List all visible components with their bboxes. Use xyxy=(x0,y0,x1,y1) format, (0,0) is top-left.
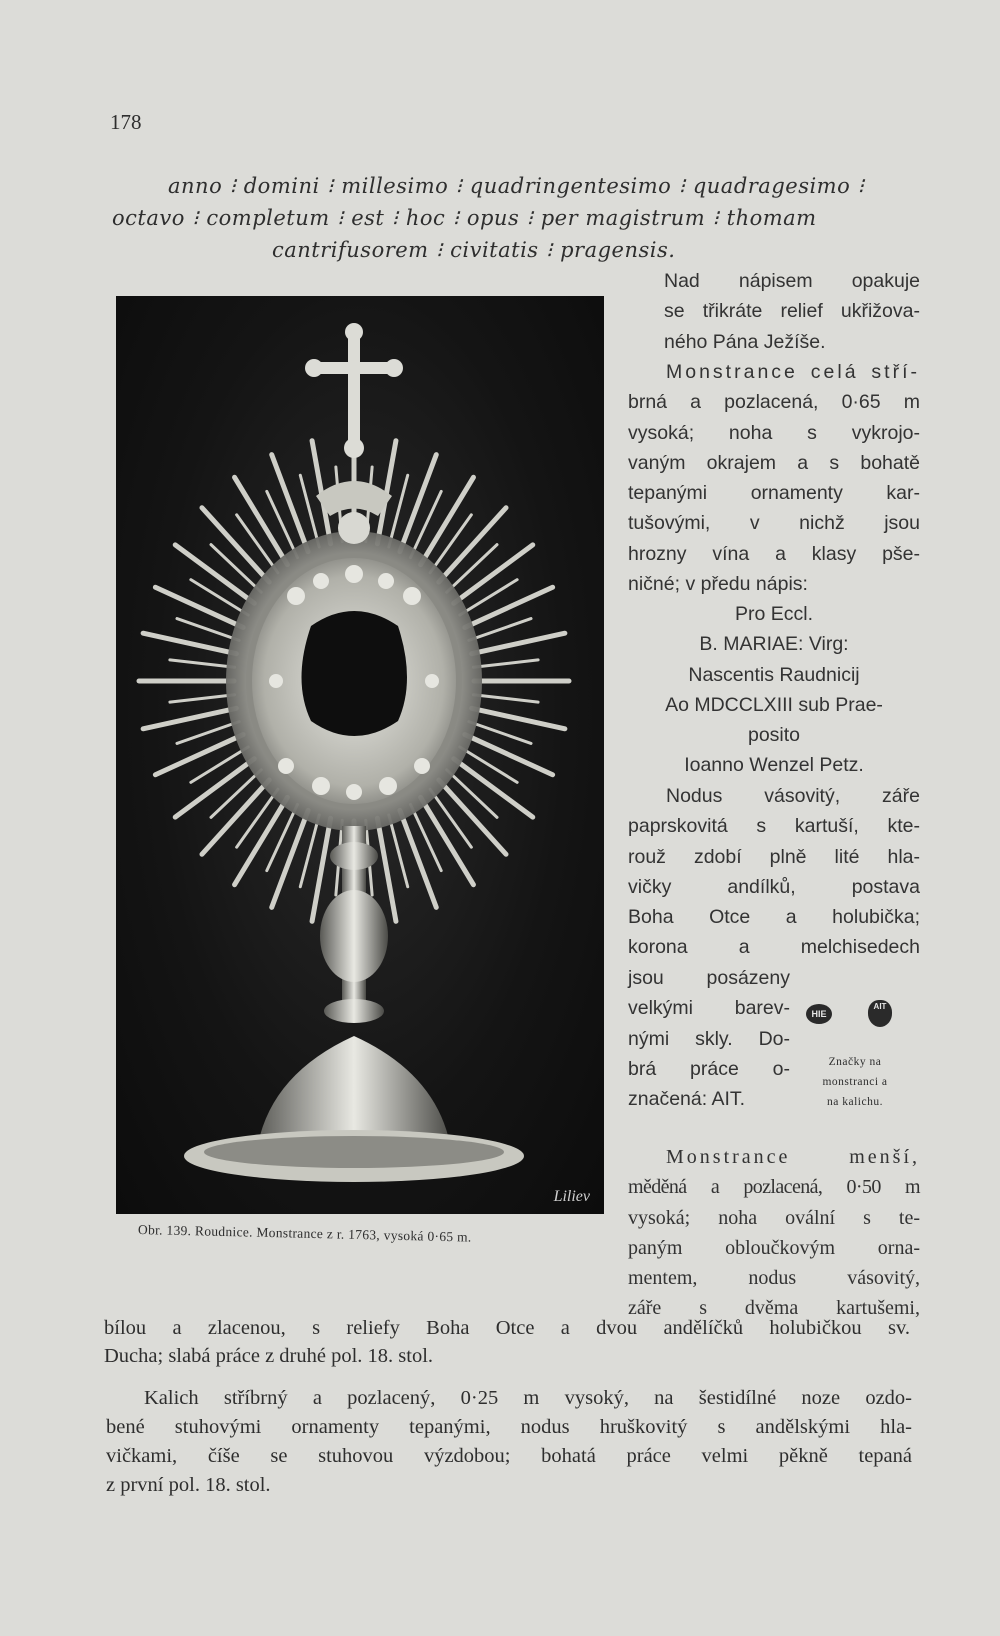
text-line: jsou posázeny xyxy=(628,967,790,989)
inscription-line-3: cantrifusorem ⁝ civitatis ⁝ pragensis. xyxy=(272,238,676,262)
ray xyxy=(272,810,308,907)
text-line: měděná a pozlacená, 0·50 m xyxy=(628,1176,920,1199)
text-line: Monstrance celá stří- xyxy=(666,361,920,383)
monstrance-inscription xyxy=(628,599,920,781)
page-number: 178 xyxy=(110,110,142,134)
caption-line: monstranci a xyxy=(822,1076,888,1088)
paragraph-relief xyxy=(664,266,920,357)
figure-caption: Obr. 139. Roudnice. Monstrance z r. 1763, vysoká 0·65 m. xyxy=(137,1222,472,1245)
text-line: tušovými, v nichž jsou xyxy=(628,512,920,535)
caption-line: Značky na xyxy=(828,1056,882,1068)
text-line: Monstrance menší, xyxy=(666,1146,920,1168)
ray xyxy=(411,491,442,557)
lunula-window xyxy=(302,611,408,736)
inscription-line-1: anno ⁝ domini ⁝ millesimo ⁝ quadringentesimo ⁝ quadragesimo ⁝ xyxy=(168,174,865,198)
text-line: brná a pozlacená, 0·65 m xyxy=(628,391,920,414)
ray xyxy=(465,735,553,775)
marks-caption xyxy=(803,1052,907,1112)
ray xyxy=(400,810,436,907)
text-line: vičky andílků, postava xyxy=(628,875,920,898)
text-line: Ducha; slabá práce z druhé pol. 18. stol. xyxy=(104,1345,434,1367)
ray xyxy=(472,708,565,728)
mark-ait-icon: AIT xyxy=(868,1000,892,1027)
text-line: paným obloučkovým orna- xyxy=(628,1236,920,1259)
ray xyxy=(237,789,278,847)
text-line: posito xyxy=(747,724,801,747)
text-line: Ao MDCCLXIII sub Prae- xyxy=(665,693,883,716)
monstrance-stem xyxy=(320,826,388,1023)
cross-icon xyxy=(305,323,403,458)
paragraph-chalice xyxy=(106,1384,912,1500)
text-line: rouž zdobí plně lité hla- xyxy=(628,845,920,868)
paragraph-monstrance-1 xyxy=(628,357,920,599)
text-line: B. MARIAE: Virg: xyxy=(699,633,849,656)
ray xyxy=(430,789,471,847)
monstrance-photograph xyxy=(116,296,604,1214)
ray xyxy=(170,695,235,702)
text-line: paprskovitá s kartuší, kte- xyxy=(628,815,920,838)
ray xyxy=(473,695,538,702)
text-line: Nad nápisem opakuje xyxy=(664,270,920,292)
text-line: značená: AIT. xyxy=(628,1088,746,1111)
ray xyxy=(155,735,243,775)
text-line: vaným okrajem a s bohatě xyxy=(628,451,920,474)
ray xyxy=(267,491,298,557)
text-line: vičkami, číše se stuhovou výzdobou; bohatá práce velmi pěkně tepaná xyxy=(106,1445,912,1467)
paragraph-nodus-narrow xyxy=(628,963,790,1114)
ray xyxy=(411,804,442,870)
text-line: Pro Eccl. xyxy=(734,603,814,625)
text-line: bílou a zlacenou, s reliefy Boha Otce a dvou andělíčků holubičkou sv. xyxy=(104,1317,910,1339)
text-line: ničné; v předu nápis: xyxy=(628,573,808,596)
ray xyxy=(400,455,436,552)
ray xyxy=(465,587,553,627)
text-line: Nascentis Raudnicij xyxy=(688,663,860,686)
text-line: nými skly. Do- xyxy=(628,1027,790,1050)
text-line: ného Pána Ježíše. xyxy=(664,330,826,353)
text-line: brá práce o- xyxy=(628,1057,790,1080)
ray xyxy=(237,515,278,573)
text-line: Ioanno Wenzel Petz. xyxy=(684,754,864,777)
text-line: mentem, nodus vásovitý, xyxy=(628,1267,920,1290)
caption-line: na kalichu. xyxy=(827,1096,883,1108)
ray xyxy=(430,515,471,573)
text-line: se třikráte relief ukřižova- xyxy=(664,300,920,323)
paragraph-bottom-1 xyxy=(104,1314,910,1370)
paragraph-monstrance-2 xyxy=(628,1142,920,1324)
text-line: záře s dvěma kartušemi, xyxy=(628,1297,920,1320)
text-line: velkými barev- xyxy=(628,997,790,1020)
ray xyxy=(143,708,236,728)
text-line: vysoká; noha s vykrojo- xyxy=(628,421,920,444)
text-line: z první pol. 18. stol. xyxy=(106,1474,271,1496)
engraver-signature: Liliev xyxy=(553,1188,590,1205)
text-line: bené stuhovými ornamenty tepanými, nodus hruškovitý s andělskými hla- xyxy=(106,1416,912,1438)
text-line: Kalich stříbrný a pozlacený, 0·25 m vysoký, na šestidílné noze ozdo- xyxy=(144,1387,912,1409)
rosette xyxy=(338,512,370,544)
ray xyxy=(155,587,243,627)
text-line: hrozny vína a klasy pše- xyxy=(628,542,920,565)
paragraph-nodus xyxy=(628,781,920,963)
text-line: korona a melchisedech xyxy=(628,936,920,959)
text-line: Nodus vásovitý, záře xyxy=(666,785,920,807)
ray xyxy=(473,660,538,667)
ray xyxy=(272,455,308,552)
ray xyxy=(170,660,235,667)
text-line: vysoká; noha ovální s te- xyxy=(628,1206,920,1229)
ray xyxy=(472,633,565,653)
mark-hie-icon: HIE xyxy=(806,1004,832,1024)
text-line: tepanými ornamenty kar- xyxy=(628,482,920,505)
monstrance-illustration xyxy=(116,296,604,1214)
ray xyxy=(267,804,298,870)
nodus xyxy=(320,890,388,982)
inscription-line-2: octavo ⁝ completum ⁝ est ⁝ hoc ⁝ opus ⁝ per magistrum ⁝ thomam xyxy=(112,206,817,230)
text-line: Boha Otce a holubička; xyxy=(628,906,920,929)
ray xyxy=(143,633,236,653)
